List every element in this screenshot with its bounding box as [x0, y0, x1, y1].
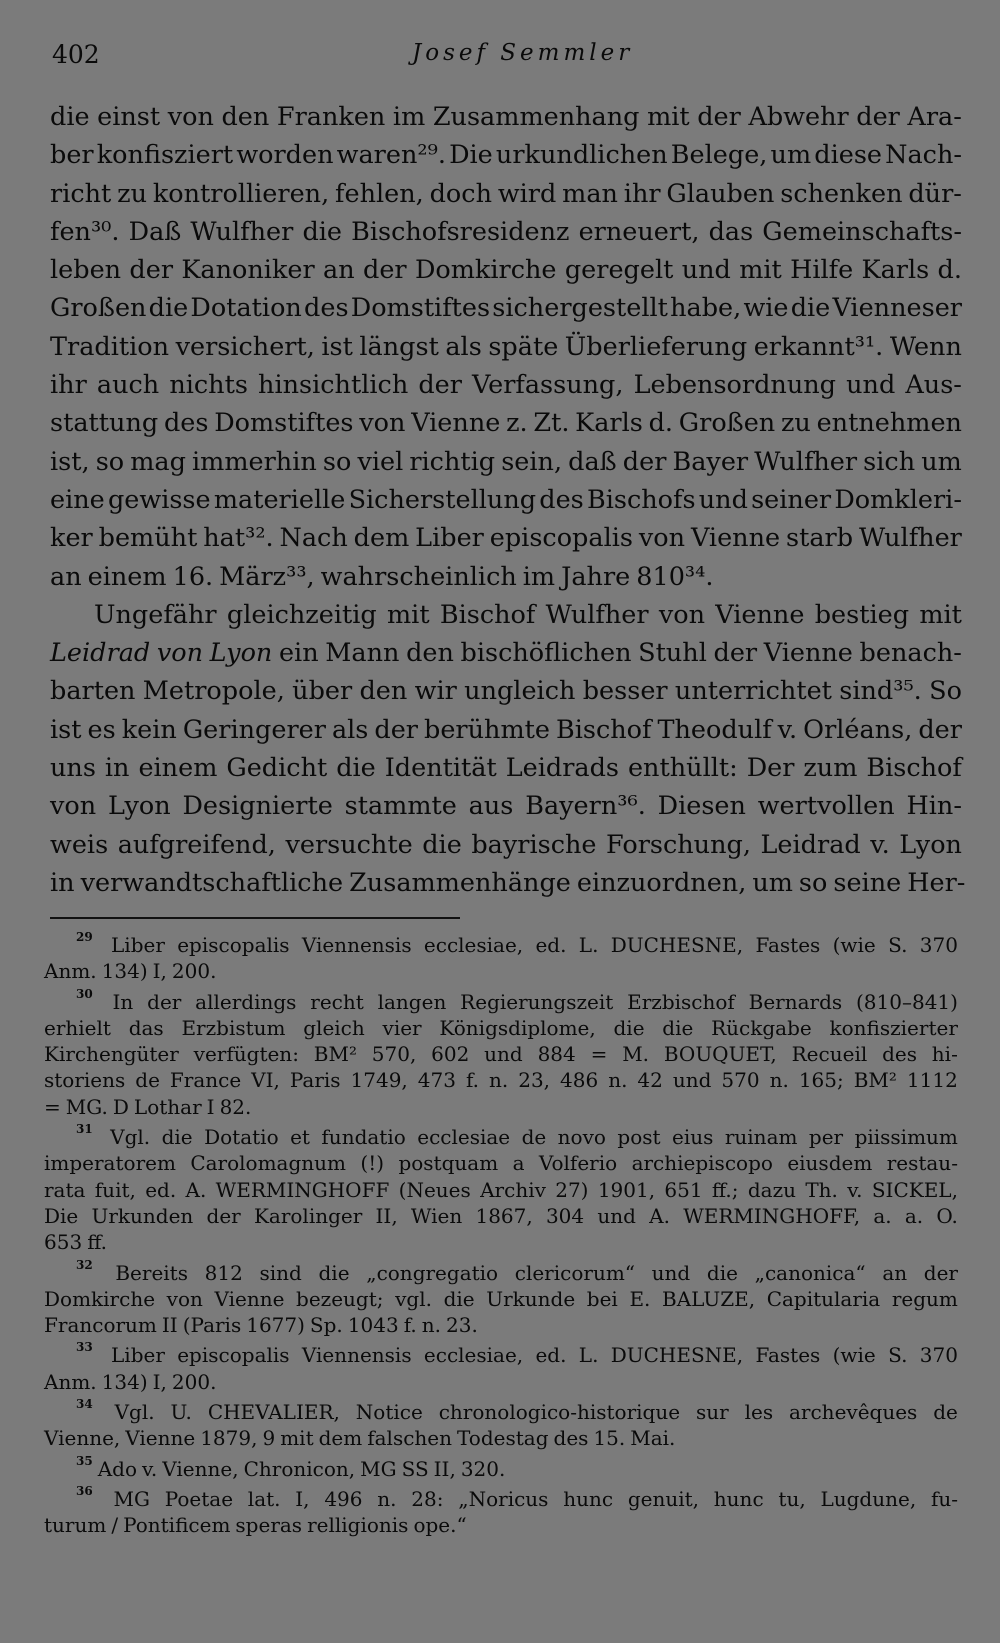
footnote-line: 34 Vgl. U. CHEVALIER, Notice chronologico-historique sur les archevêques de: [44, 1399, 958, 1425]
footnote-line: 29 Liber episcopalis Viennensis ecclesiae, ed. L. DUCHESNE, Fastes (wie S. 370: [44, 932, 958, 958]
footnote-line: 653 ff.: [44, 1230, 108, 1255]
page-number: 402: [52, 40, 100, 69]
footnote-line: Domkirche von Vienne bezeugt; vgl. die Urkunde bei E. BALUZE, Capitularia regum: [44, 1286, 958, 1311]
footnote-number: 34: [76, 1397, 93, 1412]
footnote-line: storiens de France VI, Paris 1749, 473 f. n. 23, 486 n. 42 und 570 n. 165; BM² 1112: [44, 1068, 958, 1093]
text-line: barten Metropole, über den wir ungleich besser unterrichtet sind³⁵. So: [50, 676, 962, 707]
footnote-line: = MG. D Lothar I 82.: [44, 1094, 252, 1119]
footnote-line: Anm. 134) I, 200.: [44, 959, 217, 984]
footnote-number: 35: [76, 1453, 93, 1468]
footnote-number: 36: [76, 1483, 93, 1498]
footnote-number: 30: [76, 986, 93, 1001]
footnote-number: 33: [76, 1340, 93, 1355]
footnote-number: 29: [76, 930, 93, 944]
running-head: Josef Semmler: [412, 40, 634, 66]
footnote-line: Kirchengüter verfügten: BM² 570, 602 und 884 = M. BOUQUET, Recueil des hi-: [44, 1042, 958, 1067]
footnote-line: 31 Vgl. die Dotatio et fundatio ecclesiae de novo post eius ruinam per piissimum: [44, 1124, 958, 1150]
footnote-line: Die Urkunden der Karolinger II, Wien 1867, 304 und A. WERMINGHOFF, a. a. O.: [44, 1203, 958, 1228]
footnote-line: 36 MG Poetae lat. I, 496 n. 28: „Noricus hunc genuit, hunc tu, Lugdune, fu-: [44, 1486, 958, 1512]
text-line: Tradition versichert, ist längst als späte Überlieferung erkannt³¹. Wenn: [50, 331, 962, 362]
text-line: ist es kein Geringerer als der berühmte Bischof Theodulf v. Orléans, der: [50, 714, 962, 745]
text-line: in verwandtschaftliche Zusammenhänge einzuordnen, um so seine Her-: [50, 867, 966, 898]
footnote-number: 32: [76, 1257, 93, 1272]
text-line: ihr auch nichts hinsichtlich der Verfassung, Lebensordnung und Aus-: [50, 370, 962, 401]
footnote-line: 33 Liber episcopalis Viennensis ecclesiae, ed. L. DUCHESNE, Fastes (wie S. 370: [44, 1342, 958, 1368]
footnote-line: turum / Pontificem speras relligionis ope.“: [44, 1513, 467, 1538]
footnote-line: Francorum II (Paris 1677) Sp. 1043 f. n. 23.: [44, 1313, 478, 1338]
footnote-rule: [50, 917, 460, 919]
text-line: ist, so mag immerhin so viel richtig sein, daß der Bayer Wulfher sich um: [50, 446, 962, 477]
text-line: ber konfisziert worden waren²⁹. Die urkundlichen Belege, um diese Nach-: [50, 140, 962, 171]
footnote-number: 31: [76, 1122, 93, 1137]
text-line: richt zu kontrollieren, fehlen, doch wird man ihr Glauben schenken dür-: [50, 178, 962, 209]
text-line: von Lyon Designierte stammte aus Bayern³⁶. Diesen wertvollen Hin-: [50, 791, 962, 822]
footnote-line: imperatorem Carolomagnum (!) postquam a Volferio archiepiscopo eiusdem restau-: [44, 1151, 958, 1176]
footnote-line: 35 Ado v. Vienne, Chronicon, MG SS II, 320.: [44, 1456, 958, 1482]
text-line: Leidrad von Lyon ein Mann den bischöflichen Stuhl der Vienne benach-: [50, 638, 962, 669]
footnote-line: rata fuit, ed. A. WERMINGHOFF (Neues Archiv 27) 1901, 651 ff.; dazu Th. v. SICKEL,: [44, 1177, 958, 1202]
footnote-line: Anm. 134) I, 200.: [44, 1369, 217, 1394]
footnote-line: erhielt das Erzbistum gleich vier Königsdiplome, die die Rückgabe konfiszierter: [44, 1015, 958, 1040]
text-line: Ungefähr gleichzeitig mit Bischof Wulfher von Vienne bestieg mit: [94, 599, 962, 630]
text-line: leben der Kanoniker an der Domkirche geregelt und mit Hilfe Karls d.: [50, 255, 962, 286]
text-line: Großen die Dotation des Domstiftes sichergestellt habe, wie die Vienneser: [50, 293, 962, 324]
footnote-line: 30 In der allerdings recht langen Regierungszeit Erzbischof Bernards (810–841): [44, 989, 958, 1015]
text-line: stattung des Domstiftes von Vienne z. Zt. Karls d. Großen zu entnehmen: [50, 408, 962, 439]
footnote-line: 32 Bereits 812 sind die „congregatio clericorum“ und die „canonica“ an der: [44, 1260, 958, 1286]
text-line: ker bemüht hat³². Nach dem Liber episcopalis von Vienne starb Wulfher: [50, 523, 962, 554]
text-line: die einst von den Franken im Zusammenhang mit der Abwehr der Ara-: [50, 102, 962, 132]
text-line: weis aufgreifend, versuchte die bayrische Forschung, Leidrad v. Lyon: [50, 829, 962, 860]
text-line: uns in einem Gedicht die Identität Leidrads enthüllt: Der zum Bischof: [50, 753, 962, 784]
text-line: eine gewisse materielle Sicherstellung des Bischofs und seiner Domkleri-: [50, 484, 962, 515]
footnotes: [44, 932, 958, 1543]
footnote-line: Vienne, Vienne 1879, 9 mit dem falschen Todestag des 15. Mai.: [44, 1426, 676, 1451]
text-line: fen³⁰. Daß Wulfher die Bischofsresidenz erneuert, das Gemeinschafts-: [50, 216, 962, 247]
main-text: [50, 98, 966, 902]
text-line: an einem 16. März³³, wahrscheinlich im Jahre 810³⁴.: [50, 561, 714, 592]
